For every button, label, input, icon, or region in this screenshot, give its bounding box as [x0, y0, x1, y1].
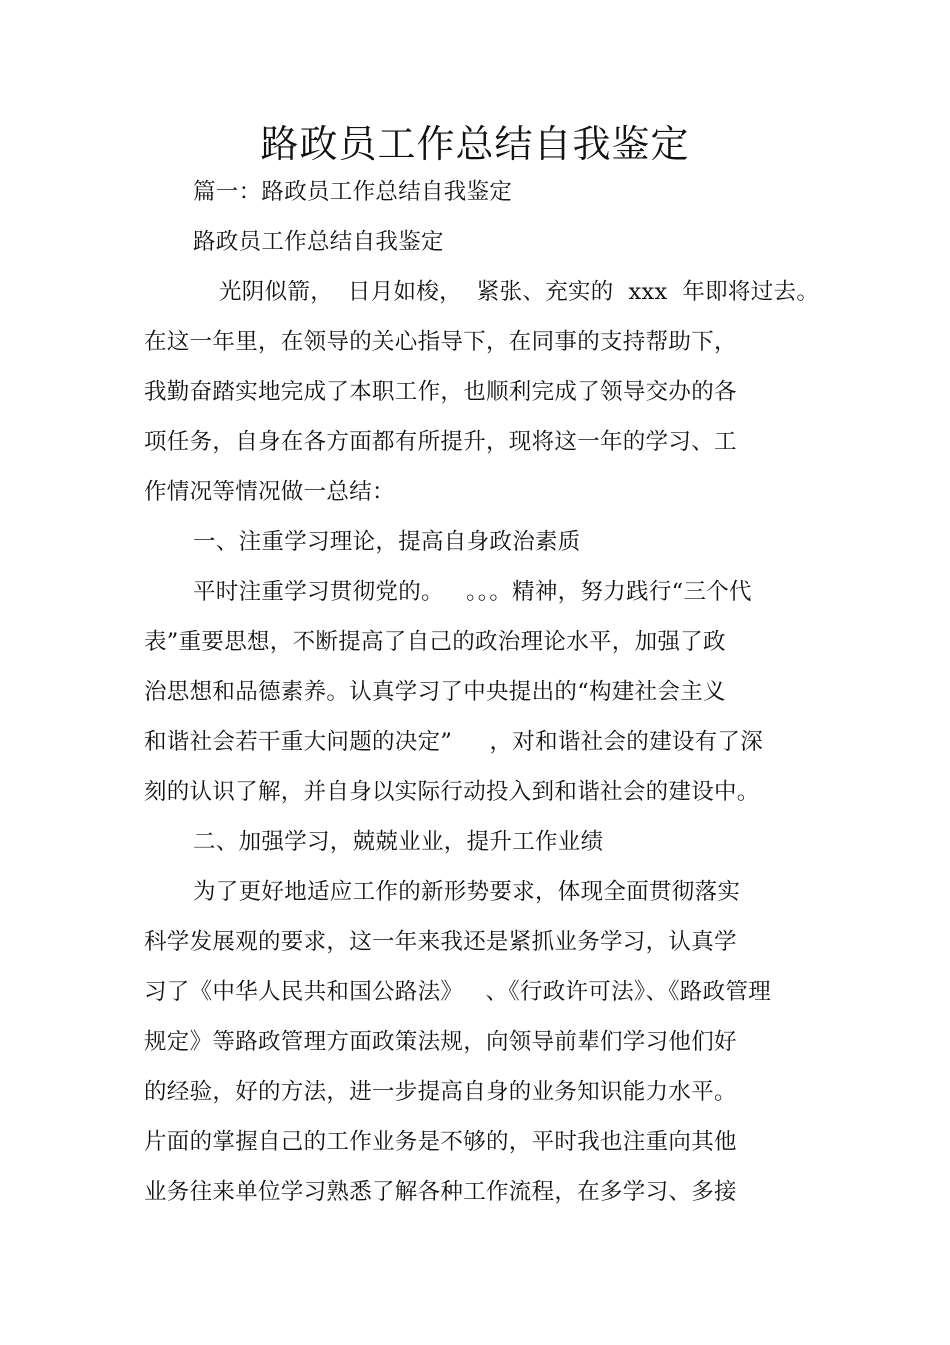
paragraph-line: 片面的掌握自己的工作业务是不够的，平时我也注重向其他 — [144, 1129, 737, 1155]
paragraph-line: 我勤奋踏实地完成了本职工作，也顺利完成了领导交办的各 — [144, 379, 737, 405]
paragraph-line: 和谐社会若干重大问题的决定” ，对和谐社会的建设有了深 — [144, 729, 764, 755]
paragraph-line: 光阴似箭， 日月如梭， 紧张、充实的 xxx 年即将过去。 — [219, 279, 820, 305]
paragraph-line: 业务往来单位学习熟悉了解各种工作流程，在多学习、多接 — [144, 1179, 737, 1205]
document-title: 路政员工作总结自我鉴定 — [260, 122, 690, 166]
paragraph-line: 作情况等情况做一总结： — [144, 479, 395, 505]
paragraph-line: 科学发展观的要求，这一年来我还是紧抓业务学习，认真学 — [144, 929, 737, 955]
section-heading: 一、注重学习理论，提高自身政治素质 — [193, 529, 581, 555]
subtitle-line: 路政员工作总结自我鉴定 — [193, 229, 444, 255]
section-heading: 篇一：路政员工作总结自我鉴定 — [193, 179, 513, 205]
paragraph-line: 刻的认识了解，并自身以实际行动投入到和谐社会的建设中。 — [144, 779, 760, 805]
paragraph-line: 表”重要思想，不断提高了自己的政治理论水平，加强了政 — [144, 629, 726, 655]
paragraph-line: 治思想和品德素养。认真学习了中央提出的“构建社会主义 — [144, 679, 726, 705]
paragraph-line: 规定》等路政管理方面政策法规，向领导前辈们学习他们好 — [144, 1029, 737, 1055]
paragraph-line: 的经验，好的方法，进一步提高自身的业务知识能力水平。 — [144, 1079, 737, 1105]
paragraph-line: 平时注重学习贯彻党的。 。。。精神，努力践行“三个代 — [193, 579, 752, 605]
paragraph-line: 为了更好地适应工作的新形势要求，体现全面贯彻落实 — [193, 879, 741, 905]
paragraph-line: 习了《中华人民共和国公路法》 、《行政许可法》、《路政管理 — [144, 979, 772, 1005]
paragraph-line: 在这一年里，在领导的关心指导下，在同事的支持帮助下， — [144, 329, 737, 355]
section-heading: 二、加强学习，兢兢业业，提升工作业绩 — [193, 829, 604, 855]
paragraph-line: 项任务，自身在各方面都有所提升，现将这一年的学习、工 — [144, 429, 737, 455]
